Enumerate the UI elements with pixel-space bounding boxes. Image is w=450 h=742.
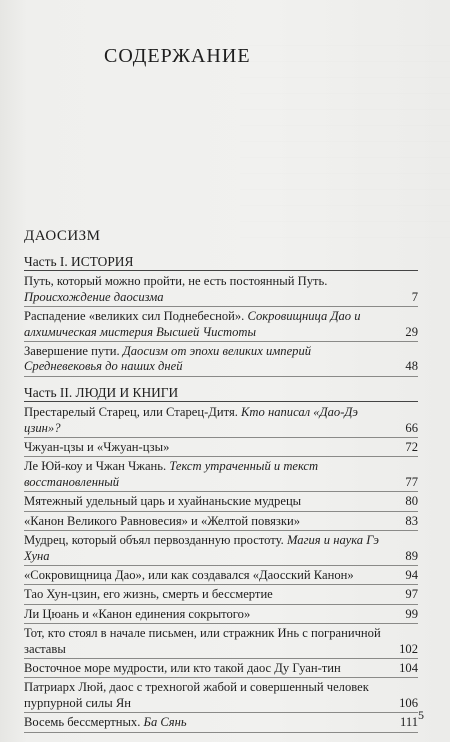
toc-entry[interactable]: [24, 274, 418, 307]
toc-entry-subtitle: Ба Сянь: [143, 715, 187, 730]
toc-entry-subtitle: Магия и наука Гэ Хуна: [24, 533, 379, 563]
toc-entry-page: 7: [411, 289, 418, 304]
toc-entry-subtitle: Текст утраченный и текст восстановленный: [24, 459, 319, 489]
toc-entry-text: Патриарх Люй, даос с трехногой жабой и совершенный человек пурпурной силы Ян: [24, 680, 369, 710]
toc-entry-text: Престарелый Старец, или Старец-Дитя.: [24, 405, 238, 420]
section-title: ДАОСИЗМ: [24, 228, 101, 244]
toc-entry-page: 66: [405, 420, 418, 435]
toc-entry[interactable]: [24, 440, 418, 457]
toc-entry-subtitle: Даосизм от эпохи великих империй Средневековья до наших дней: [24, 344, 312, 374]
toc-entry[interactable]: [24, 514, 418, 531]
toc-entry-text: Тот, кто стоял в начале письмен, или стражник Инь с пограничной заставы: [24, 626, 381, 656]
part-divider: [24, 401, 418, 402]
toc-entry-page: 102: [399, 641, 418, 656]
toc-entry-page: 83: [405, 513, 418, 528]
toc-entry[interactable]: [24, 661, 418, 678]
toc-entry-page: 94: [405, 567, 418, 582]
part-title: Часть II. ЛЮДИ И КНИГИ: [24, 384, 179, 400]
part-title: Часть I. ИСТОРИЯ: [24, 254, 134, 269]
toc-entry-text: Завершение пути.: [24, 344, 120, 359]
toc-entry-subtitle: Происхождение даосизма: [24, 289, 164, 304]
toc-entry[interactable]: [24, 680, 418, 713]
toc-entry-subtitle: Сокровищница Дао и алхимическая мистерия Высшей Чистоты: [24, 309, 361, 339]
toc-entry[interactable]: [24, 626, 418, 659]
toc-entry-page: 97: [405, 587, 418, 602]
toc-entry-text: Тао Хун-цзин, его жизнь, смерть и бессмертие: [24, 587, 273, 602]
toc-entry[interactable]: [24, 568, 418, 585]
toc-entry-text: Мудрец, который объял первозданную простоту.: [24, 533, 284, 548]
toc-entry-page: 29: [405, 324, 418, 339]
toc-entry[interactable]: [24, 715, 418, 732]
page-title: СОДЕРЖАНИЕ: [104, 45, 251, 67]
toc-entry-page: 72: [405, 440, 418, 455]
toc-entry-text: Мятежный удельный царь и хуайнаньские мудрецы: [24, 494, 302, 509]
toc-entry[interactable]: [24, 607, 418, 624]
toc-entry-page: 80: [405, 494, 418, 509]
toc-entry-text: Ли Цюань и «Канон единения сокрытого»: [24, 606, 251, 621]
toc-entry[interactable]: [24, 405, 418, 438]
toc-entry-text: Распадение «великих сил Поднебесной».: [24, 309, 245, 324]
toc-entry-text: Чжуан-цзы и «Чжуан-цзы»: [24, 440, 170, 455]
toc-entry-page: 99: [405, 606, 418, 621]
bleed-through-text: [240, 30, 450, 240]
toc-entry[interactable]: [24, 533, 418, 566]
page-number: 5: [418, 708, 424, 722]
toc-entry[interactable]: [24, 494, 418, 511]
toc-entry-subtitle: Кто написал «Дао-Дэ цзин»?: [24, 405, 358, 435]
toc-entry[interactable]: [24, 344, 418, 377]
toc-entry[interactable]: [24, 309, 418, 342]
part-divider: [24, 270, 418, 271]
toc-entry-page: 104: [399, 660, 418, 675]
toc-entry-page: 89: [405, 548, 418, 563]
toc-entry[interactable]: [24, 459, 418, 492]
toc-entry-text: «Канон Великого Равновесия» и «Желтой повязки»: [24, 513, 301, 528]
toc-entry-text: Путь, который можно пройти, не есть постоянный Путь.: [24, 274, 328, 289]
toc-entry-text: «Сокровищница Дао», или как создавался «Даосский Канон»: [24, 567, 354, 582]
toc-entry[interactable]: [24, 587, 418, 604]
toc-entry-page: 111: [400, 715, 418, 730]
toc-entry-text: Ле Юй-коу и Чжан Чжань.: [24, 459, 167, 474]
toc-entry-page: 77: [405, 474, 418, 489]
table-of-contents: [24, 252, 418, 735]
toc-entry-page: 48: [405, 359, 418, 374]
toc-entry-text: Восточное море мудрости, или кто такой даос Ду Гуан-тин: [24, 660, 341, 675]
toc-entry-page: 106: [399, 695, 418, 710]
toc-entry-text: Восемь бессмертных.: [24, 715, 141, 730]
